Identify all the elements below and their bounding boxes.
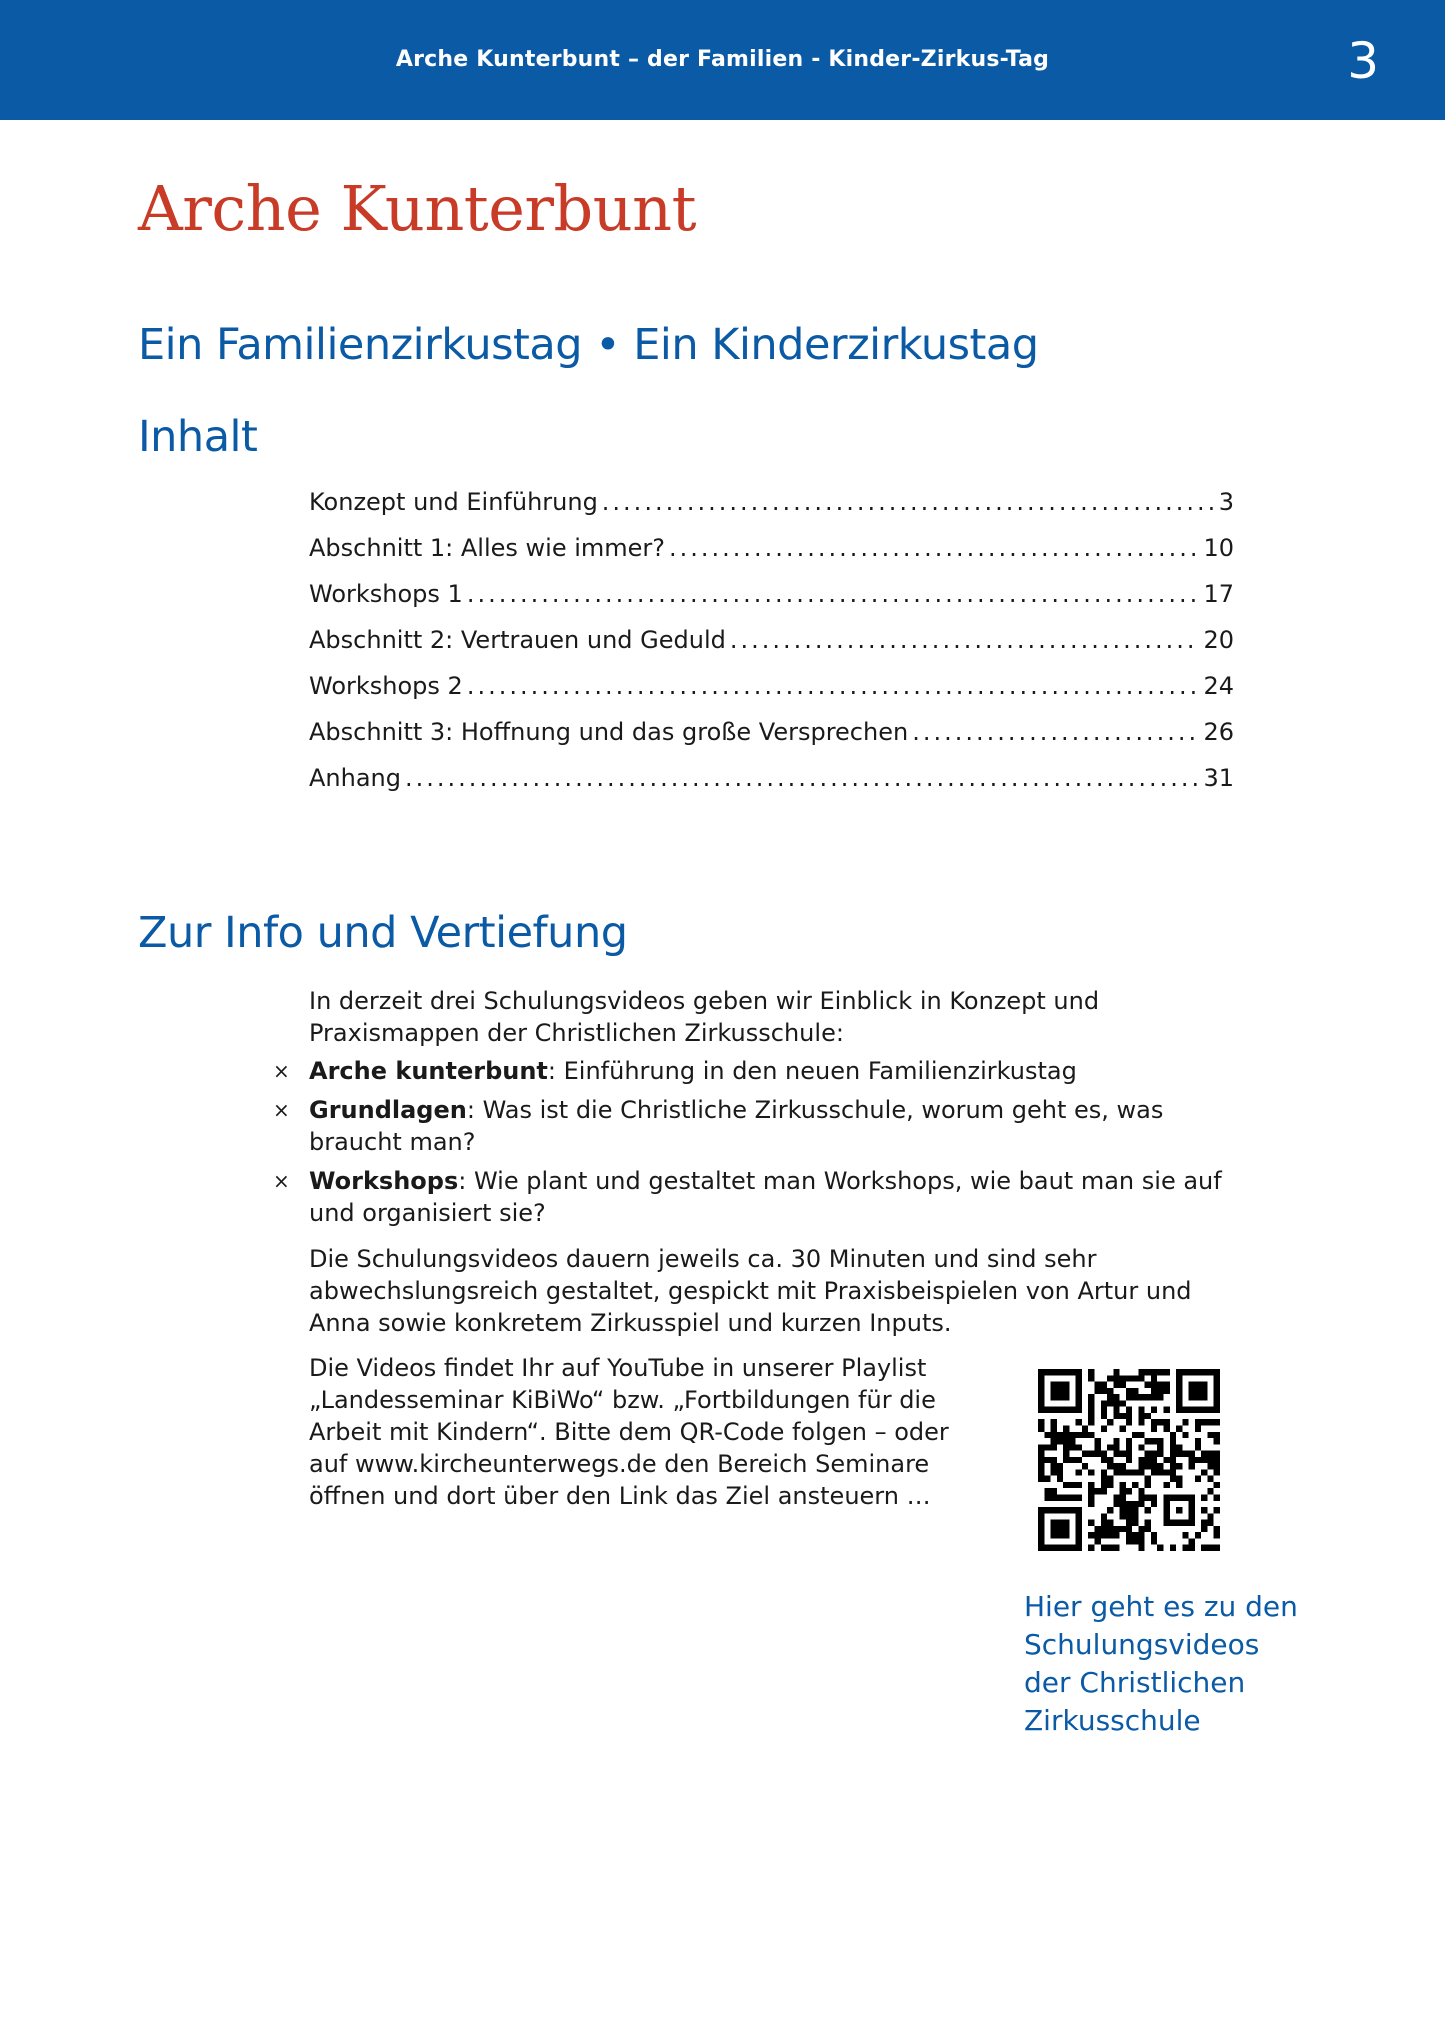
info-heading: Zur Info und Vertiefung xyxy=(138,908,628,958)
brand-title: Arche Kunterbunt xyxy=(138,172,696,245)
toc-leader-dots xyxy=(405,764,1199,792)
bullet-text: : Einführung in den neuen Familienzirkustag xyxy=(547,1057,1077,1085)
toc-leader-dots xyxy=(602,488,1215,516)
bullet-text: : Was ist die Christliche Zirkusschule, worum geht es, was braucht man? xyxy=(309,1096,1164,1156)
toc-entry[interactable] xyxy=(309,764,1234,810)
list-item xyxy=(273,1094,1234,1158)
list-item xyxy=(273,1055,1234,1087)
toc-entry-page: 20 xyxy=(1203,626,1234,654)
toc-entry-label: Konzept und Einführung xyxy=(309,488,598,516)
cross-bullet-icon: × xyxy=(273,1059,290,1083)
toc-entry-label: Abschnitt 3: Hoffnung und das große Versprechen xyxy=(309,718,909,746)
toc-entry-label: Abschnitt 2: Vertrauen und Geduld xyxy=(309,626,726,654)
video-list xyxy=(273,1055,1234,1236)
cross-bullet-icon: × xyxy=(273,1098,290,1122)
qr-caption xyxy=(1024,1588,1324,1740)
bullet-text: : Wie plant und gestaltet man Workshops, wie baut man sie auf und organisiert sie? xyxy=(309,1167,1222,1227)
page-number: 3 xyxy=(1347,32,1379,90)
toc-leader-dots xyxy=(730,626,1200,654)
qr-code-icon[interactable] xyxy=(1038,1369,1220,1551)
table-of-contents xyxy=(309,488,1234,810)
toc-entry-page: 17 xyxy=(1203,580,1234,608)
toc-entry-label: Workshops 1 xyxy=(309,580,463,608)
toc-entry-page: 31 xyxy=(1203,764,1234,792)
bullet-term: Workshops xyxy=(309,1167,459,1195)
qr-caption-line: Schulungsvideos xyxy=(1024,1628,1260,1661)
toc-entry[interactable] xyxy=(309,718,1234,764)
bullet-term: Grundlagen xyxy=(309,1096,467,1124)
toc-entry-page: 26 xyxy=(1203,718,1234,746)
toc-entry-page: 24 xyxy=(1203,672,1234,700)
info-paragraph-duration: Die Schulungsvideos dauern jeweils ca. 30 Minuten und sind sehr abwechslungsreich gestaltet, gespickt mit Praxisbeispielen von Artur und Anna sowie konkretem Zirkusspiel und kurzen Inputs. xyxy=(309,1245,1192,1337)
bullet-term: Arche kunterbunt xyxy=(309,1057,548,1085)
toc-entry-label: Workshops 2 xyxy=(309,672,463,700)
toc-entry[interactable] xyxy=(309,580,1234,626)
toc-entry-label: Abschnitt 1: Alles wie immer? xyxy=(309,534,666,562)
toc-leader-dots xyxy=(669,534,1199,562)
list-item xyxy=(273,1165,1234,1229)
cross-bullet-icon: × xyxy=(273,1169,290,1193)
toc-entry[interactable] xyxy=(309,534,1234,580)
toc-heading: Inhalt xyxy=(138,412,258,462)
toc-entry[interactable] xyxy=(309,672,1234,718)
toc-leader-dots xyxy=(467,580,1200,608)
info-paragraph-youtube: Die Videos findet Ihr auf YouTube in unserer Playlist „Landesseminar KiBiWo“ bzw. „Fortbildungen für die Arbeit mit Kindern“. Bitte dem QR-Code folgen – oder auf www.kircheunterwegs.de den Bereich Seminare öffnen und dort über den Link das Ziel ansteuern … xyxy=(309,1354,949,1510)
running-title: Arche Kunterbunt – der Familien - Kinder-Zirkus-Tag xyxy=(395,47,1050,72)
toc-entry-label: Anhang xyxy=(309,764,401,792)
toc-leader-dots xyxy=(912,718,1199,746)
qr-caption-line: Zirkusschule xyxy=(1024,1704,1201,1737)
qr-caption-line: Hier geht es zu den xyxy=(1024,1590,1298,1623)
page-header xyxy=(0,0,1445,120)
toc-entry[interactable] xyxy=(309,626,1234,672)
subtitle: Ein Familienzirkustag • Ein Kinderzirkustag xyxy=(138,320,1039,370)
qr-caption-line: der Christlichen xyxy=(1024,1666,1246,1699)
toc-entry-page: 10 xyxy=(1203,534,1234,562)
toc-entry[interactable] xyxy=(309,488,1234,534)
toc-leader-dots xyxy=(467,672,1200,700)
info-intro: In derzeit drei Schulungsvideos geben wir Einblick in Konzept und Praxismappen der Christlichen Zirkusschule: xyxy=(309,987,1100,1047)
toc-entry-page: 3 xyxy=(1218,488,1234,516)
